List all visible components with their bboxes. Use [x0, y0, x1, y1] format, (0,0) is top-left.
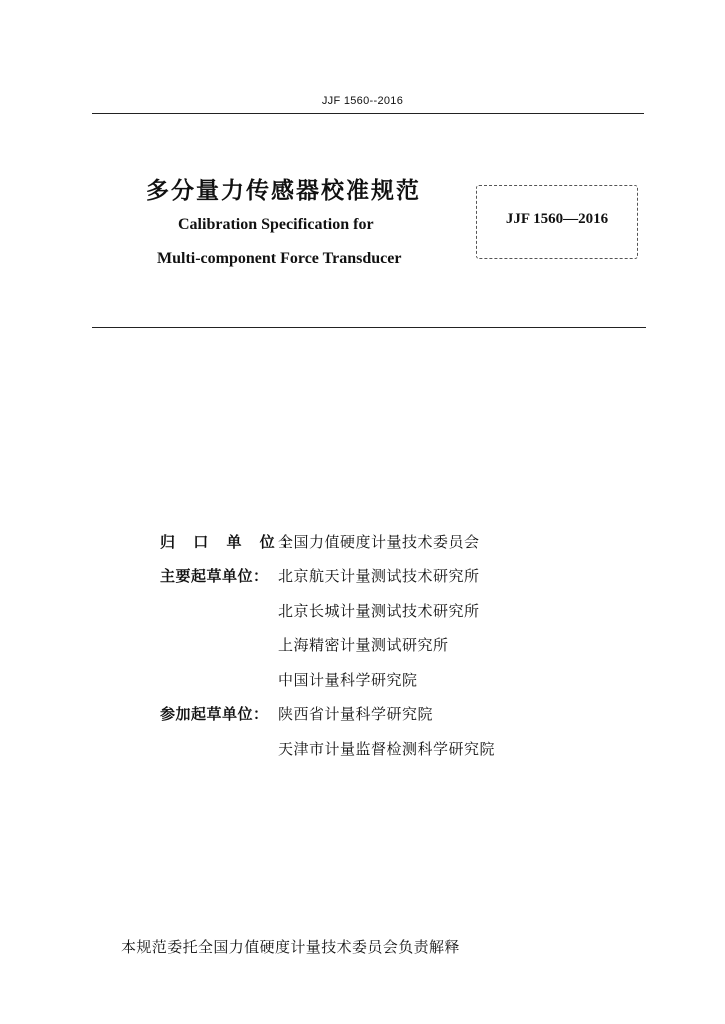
participating-unit: 陕西省计量科学研究院	[278, 705, 434, 724]
main-drafting-unit: 中国计量科学研究院	[278, 670, 418, 689]
org-row-main-drafting	[160, 662, 495, 697]
main-drafting-unit: 北京航天计量测试技术研究所	[278, 567, 480, 586]
main-drafting-unit: 上海精密计量测试研究所	[278, 636, 449, 655]
participating-unit: 天津市计量监督检测科学研究院	[278, 739, 496, 758]
title-english-line2: Multi-component Force Transducer	[157, 250, 402, 267]
org-row-participating	[160, 697, 495, 732]
interpretation-note: 本规范委托全国力值硬度计量技术委员会负责解释	[121, 938, 460, 956]
main-drafting-unit: 北京长城计量测试技术研究所	[278, 601, 480, 620]
org-row-responsible	[160, 524, 495, 559]
org-row-main-drafting	[160, 593, 495, 628]
document-code-header: JJF 1560--2016	[321, 95, 404, 107]
middle-divider	[92, 327, 646, 328]
title-chinese: 多分量力传感器校准规范	[146, 178, 421, 204]
specification-code-box	[476, 185, 638, 259]
responsible-unit-label: 归 口 单 位：	[160, 532, 303, 551]
responsible-unit-name: 全国力值硬度计量技术委员会	[278, 532, 480, 551]
specification-code: JJF 1560—2016	[505, 210, 609, 227]
title-english-line1: Calibration Specification for	[178, 216, 374, 233]
main-drafting-label: 主要起草单位：	[160, 567, 269, 586]
org-row-main-drafting	[160, 559, 495, 594]
participating-label: 参加起草单位：	[160, 705, 269, 724]
org-row-main-drafting	[160, 628, 495, 663]
org-row-participating	[160, 731, 495, 766]
organizations-block	[160, 524, 495, 766]
top-divider	[92, 113, 644, 114]
